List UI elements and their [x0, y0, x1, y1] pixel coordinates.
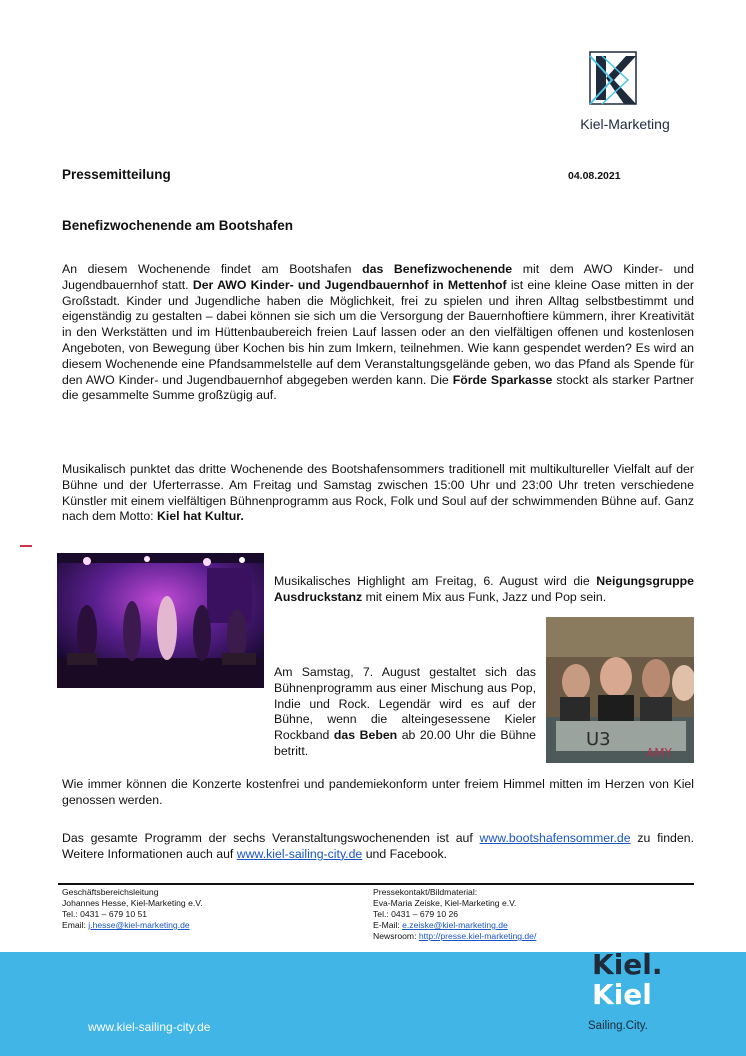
bold-span: Neigungsgruppe Ausdruckstanz	[274, 574, 694, 604]
svg-text:AMY: AMY	[646, 746, 672, 760]
bootshafensommer-link[interactable]: www.bootshafensommer.de	[479, 831, 631, 845]
footer-line: Tel.: 0431 – 679 10 51	[62, 909, 148, 919]
footer-contact-press	[373, 887, 536, 942]
red-margin-mark	[20, 545, 32, 547]
text-span: stockt als starker Partner die gesammelte Summe großzügig auf.	[62, 372, 694, 403]
footer-divider	[58, 883, 694, 885]
footer-line: Tel.: 0431 – 679 10 26	[373, 909, 459, 919]
sailing-city-tagline: Sailing.City.	[588, 1020, 648, 1032]
text-span: An diesem Wochenende findet am Bootshafen	[62, 262, 363, 276]
concert-photo-stage	[57, 553, 264, 688]
svg-text:U3: U3	[586, 729, 611, 750]
bold-span: Kiel hat Kultur.	[157, 509, 244, 524]
kiel-marketing-logo-icon	[588, 50, 638, 106]
text-span: Musikalisches Highlight am Freitag, 6. August wird die	[274, 574, 597, 588]
release-date: 04.08.2021	[568, 170, 621, 182]
newsroom-link[interactable]: http://presse.kiel-marketing.de/	[418, 931, 537, 941]
bold-span: das Benefizwochenende	[362, 262, 513, 276]
paragraph-intro	[62, 262, 694, 404]
text-span: ist eine kleine Oase mitten in der Großstadt. Kinder und Jugendliche haben die Möglichkeit, frei zu spielen und ihren Alltag selbstbestimmt und eigenständig zu gestalten – dabei können sie sich um die Versorgung der Bauernhoftiere kümmern, ihrer Kreativität in den Werkstätten und im Hüttenbaubereich freien Lauf lassen oder an den vielfältigen offenen und kostenlosen Angeboten, von Bewegung über Kochen bis hin zum Imkern, teilnehmen. Wie kann gespendet werden? Es wird an diesem Wochenende eine Pfandsammelstelle auf dem Veranstaltungsgelände geben, wo das Pfand als Spende für den AWO Kinder- und Jugendbauernhof abgegeben werden kann. Die	[62, 277, 694, 387]
band-photo-das-beben	[546, 617, 694, 763]
footer-line	[62, 920, 203, 931]
bold-span: das Beben	[333, 728, 398, 743]
newsroom-label: Newsroom:	[373, 931, 419, 941]
svg-text:Kiel: Kiel	[592, 978, 652, 1008]
text-span: und Facebook.	[362, 846, 448, 861]
svg-text:Kiel.: Kiel.	[592, 948, 663, 981]
paragraph-program	[62, 831, 694, 863]
zeiske-email-link[interactable]: e.zeiske@kiel-marketing.de	[402, 920, 508, 930]
paragraph-friday	[274, 574, 694, 606]
page-title: Benefizwochenende am Bootshafen	[62, 218, 294, 233]
paragraph-music	[62, 462, 694, 525]
kiel-sailing-city-link[interactable]: www.kiel-sailing-city.de	[236, 846, 363, 861]
text-span: Am Samstag, 7. August gestaltet sich das Bühnenprogramm aus einer Mischung aus Pop, Indie und Rock. Legendär wird es auf der Bühne, wenn die alteingesessene Kieler Rockband	[274, 665, 536, 743]
text-span: Das gesamte Programm der sechs Veranstaltungswochenenden ist auf	[62, 831, 480, 845]
email-label: Email:	[62, 920, 89, 930]
kiel-sailing-city-logo-icon	[588, 948, 678, 1008]
text-span: zu finden. Weitere Informationen auch auf	[62, 831, 694, 861]
hesse-email-link[interactable]: j.hesse@kiel-marketing.de	[88, 920, 190, 930]
footer-line: Eva-Maria Zeiske, Kiel-Marketing e.V.	[373, 898, 517, 908]
logo-wordmark: Kiel-Marketing	[580, 116, 670, 132]
text-span: Musikalisch punktet das dritte Wochenende des Bootshafensommers traditionell mit multikultureller Vielfalt auf der Bühne und der Uferterrasse. Am Freitag und Samstag zwischen 15:00 Uhr und 23:00 Uhr treten verschiedene Künstler mit einem vielfältigen Bühnenprogramm aus Rock, Folk und Soul auf der schwimmenden Bühne auf. Ganz nach dem Motto:	[62, 462, 694, 524]
footer-line: Geschäftsbereichsleitung	[62, 887, 159, 897]
bold-span: Der AWO Kinder- und Jugendbauernhof in Mettenhof	[192, 277, 507, 292]
press-release-label: Pressemitteilung	[62, 167, 171, 182]
text-span: mit dem AWO Kinder- und Jugendbauernhof statt.	[62, 262, 694, 292]
footer-line: Pressekontakt/Bildmaterial:	[373, 887, 478, 897]
email-label: E-Mail:	[373, 920, 403, 930]
footer-line: Johannes Hesse, Kiel-Marketing e.V.	[62, 898, 203, 908]
text-span: ab 20.00 Uhr die Bühne betritt.	[274, 728, 536, 758]
paragraph-saturday-part1	[274, 665, 536, 760]
band-url: www.kiel-sailing-city.de	[88, 1020, 211, 1034]
bold-span: Förde Sparkasse	[452, 372, 553, 387]
footer-contact-management	[62, 887, 203, 931]
footer-line	[373, 931, 536, 942]
text-span: mit einem Mix aus Funk, Jazz und Pop sein.	[362, 589, 607, 604]
footer-line	[373, 920, 536, 931]
paragraph-free-concerts: Wie immer können die Konzerte kostenfrei und pandemiekonform unter freiem Himmel mitten im Herzen von Kiel genossen werden.	[62, 777, 694, 807]
